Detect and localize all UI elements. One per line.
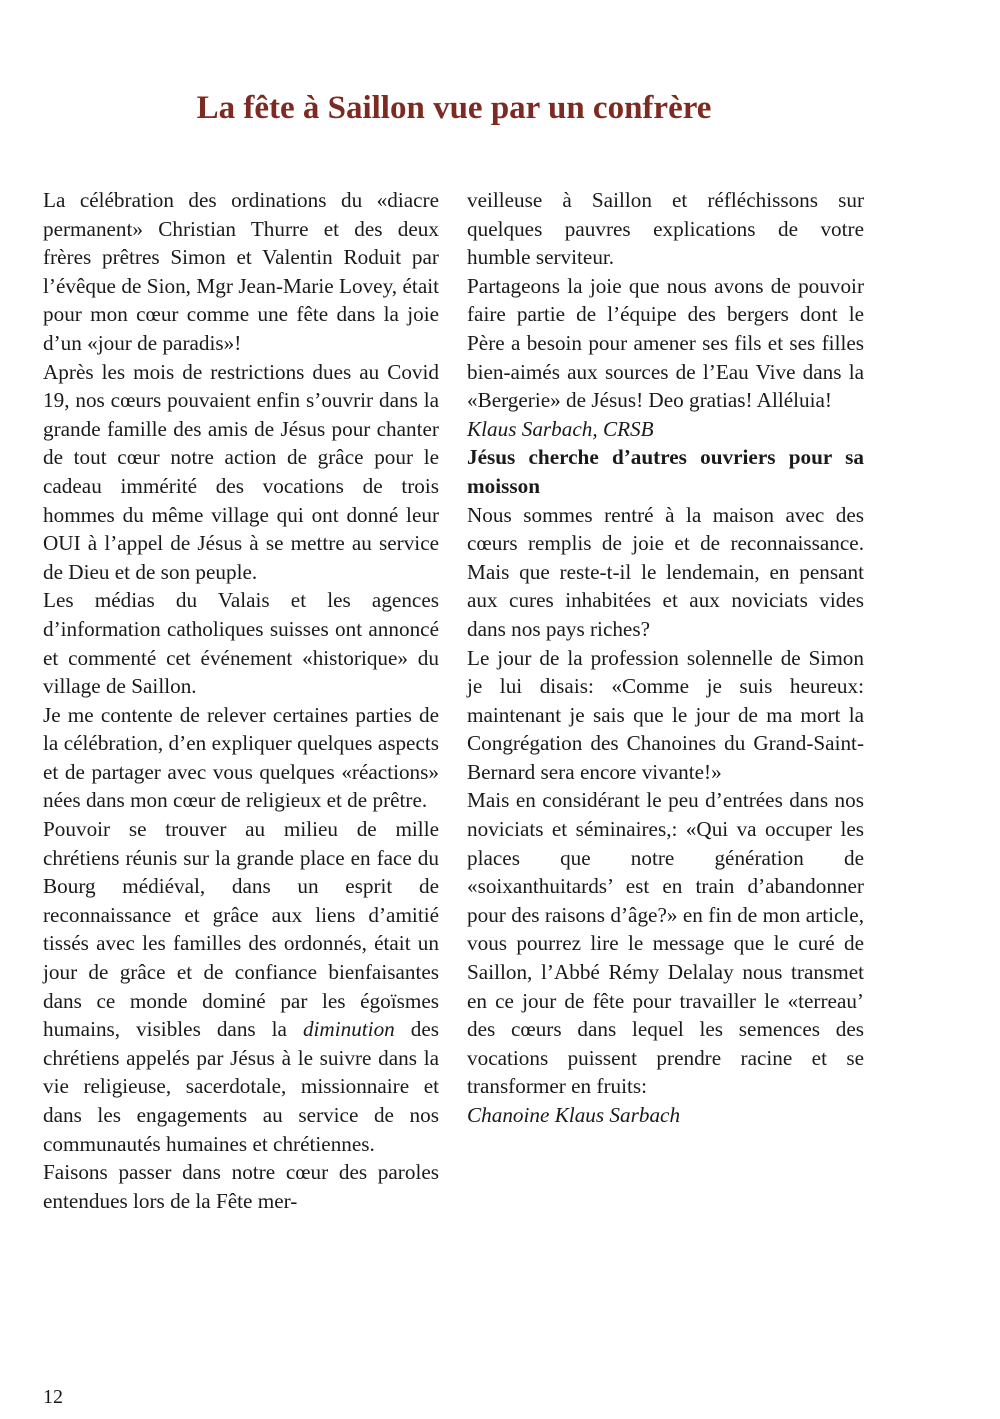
section-heading: Jésus cherche d’autres ouvriers pour sa moisson xyxy=(467,445,864,498)
paragraph: La célébration des ordinations du «diacre permanent» Christian Thurre et des deux frères prêtres Simon et Valentin Roduit par l’évêque de Sion, Mgr Jean-Marie Lovey, était pour mon cœur comme une fête dans la joie d’un «jour de paradis»! xyxy=(43,188,439,355)
paragraph-text: des chrétiens appelés par Jésus à le suivre dans la vie religieuse, sacerdotale, missionnaire et dans les engagements au service de nos communautés humaines et chrétiennes. xyxy=(43,1017,439,1156)
paragraph: Le jour de la profession solennelle de Simon je lui disais: «Comme je suis heureux: maintenant je sais que le jour de ma mort la Congrégation des Chanoines du Grand-Saint-Bernard sera encore vivante!» xyxy=(467,645,864,784)
paragraph: Après les mois de restrictions dues au Covid 19, nos cœurs pouvaient enfin s’ouvrir dans la grande famille des amis de Jésus pour chanter de tout cœur notre action de grâce pour le cadeau immérité des vocations de trois hommes du même village qui ont donné leur OUI à l’appel de Jésus à se mettre au service de Dieu et de son peuple. xyxy=(43,359,439,584)
emphasized-word: diminution xyxy=(302,1017,395,1042)
paragraph: Faisons passer dans notre cœur des paroles entendues lors de la Fête mer- xyxy=(43,1160,439,1213)
paragraph: Nous sommes rentré à la maison avec des cœurs remplis de joie et de reconnaissance. Mais que reste-t-il le lendemain, en pensant aux cures inhabitées et aux noviciats vides dans nos pays riches? xyxy=(467,502,864,641)
author-signature: Klaus Sarbach, CRSB xyxy=(467,416,654,441)
paragraph: Les médias du Valais et les agences d’information catholiques suisses ont annoncé et commenté cet événement «historique» du village de Saillon. xyxy=(43,588,439,699)
paragraph: veilleuse à Saillon et réfléchissons sur quelques pauvres explications de votre humble serviteur. xyxy=(467,188,864,270)
page-number: 12 xyxy=(43,1386,63,1408)
paragraph: Mais en considérant le peu d’entrées dans nos noviciats et séminaires,: «Qui va occuper les places que notre génération de «soixanthuitards’ est en train d’abandonner pour des raisons d’âge?» en fin de mon article, vous pourrez lire le message que le curé de Saillon, l’Abbé Rémy Delalay nous transmet en ce jour de fête pour travailler le «terreau’ des cœurs dans lequel les semences des vocations puissent prendre racine et se transformer en fruits: xyxy=(467,788,864,1099)
left-column xyxy=(43,186,439,1215)
right-column xyxy=(467,186,864,1130)
author-signature: Chanoine Klaus Sarbach xyxy=(467,1103,681,1127)
paragraph-with-emphasis xyxy=(43,815,439,1158)
paragraph: Partageons la joie que nous avons de pouvoir faire partie de l’équipe des bergers dont le Père a besoin pour amener ses fils et ses filles bien-aimés aux sources de l’Eau Vive dans la «Bergerie» de Jésus! Deo gratias! Alléluia! xyxy=(467,273,864,413)
article-title: La fête à Saillon vue par un confrère xyxy=(196,90,712,126)
paragraph: Je me contente de relever certaines parties de la célébration, d’en expliquer quelques aspects et de partager avec vous quelques «réactions» nées dans mon cœur de religieux et de prêtre. xyxy=(43,702,439,813)
paragraph-text: Pouvoir se trouver au milieu de mille chrétiens réunis sur la grande place en face du Bourg médiéval, dans un esprit de reconnaissance et grâce aux liens d’amitié tissés avec les familles des ordonnés, était un jour de grâce et de confiance bienfaisantes dans ce monde dominé par les égoïsmes humains, visibles dans la xyxy=(43,817,439,1042)
